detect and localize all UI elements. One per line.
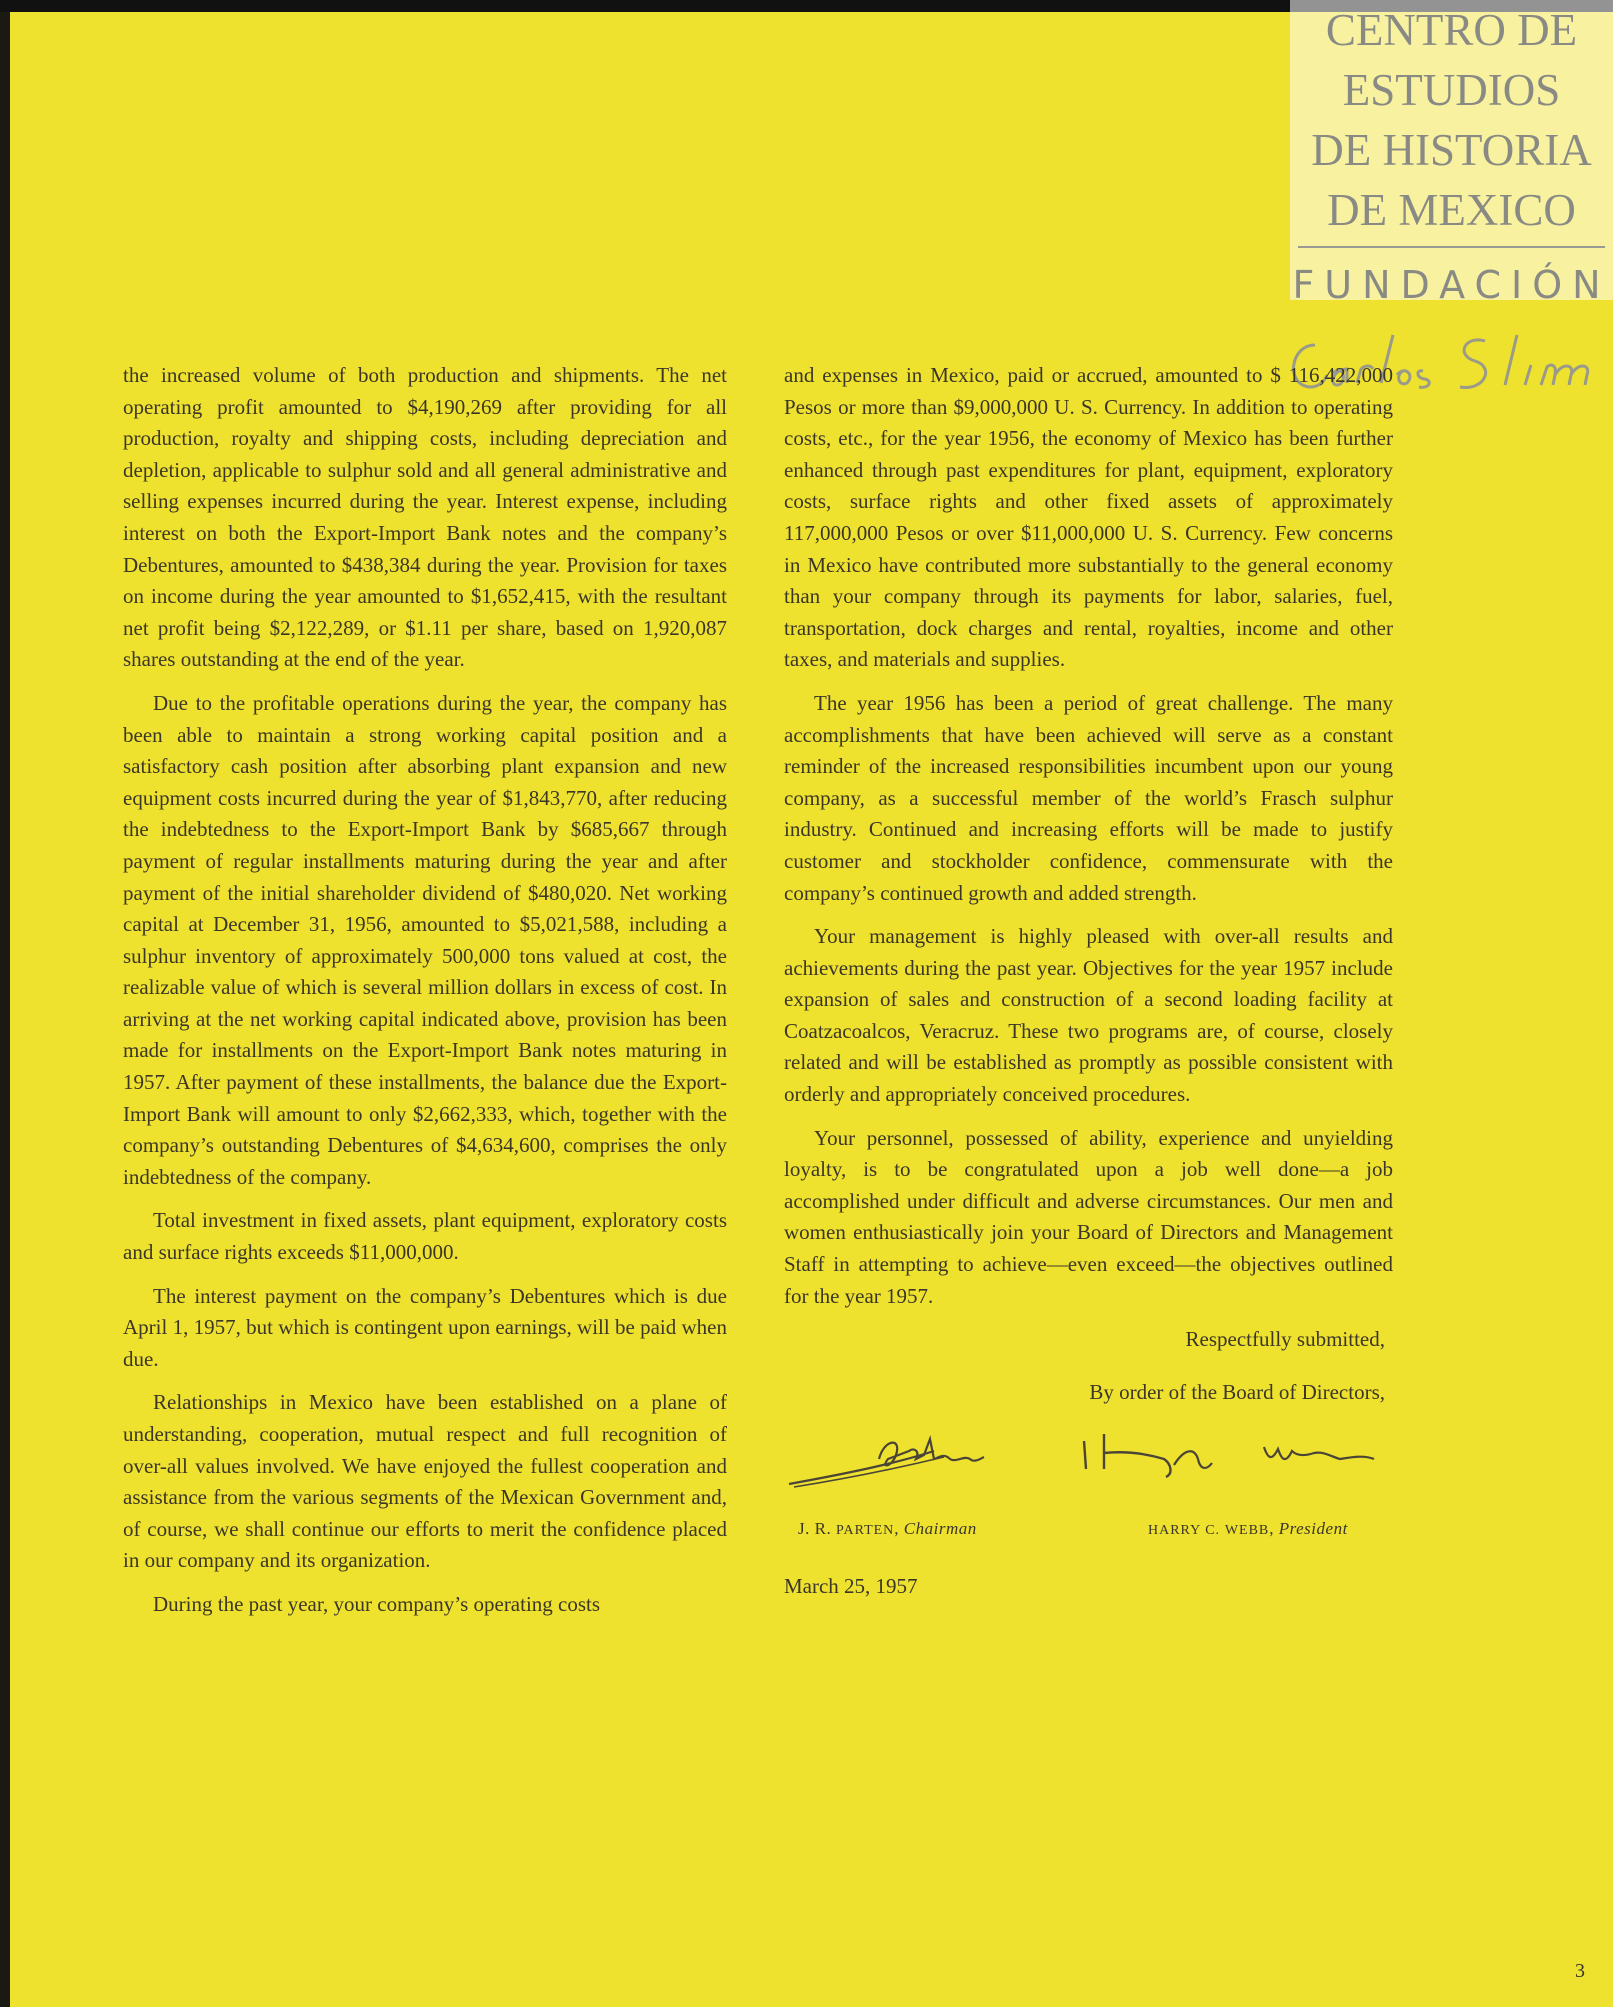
signatory-title: Chairman bbox=[903, 1519, 977, 1539]
archive-watermark bbox=[1290, 0, 1613, 307]
watermark-line: DE HISTORIA bbox=[1311, 125, 1592, 175]
signature-parten bbox=[784, 1429, 1044, 1499]
closing-block bbox=[784, 1324, 1393, 1408]
watermark-line: DE MEXICO bbox=[1327, 185, 1576, 235]
body-paragraph: Your personnel, possessed of ability, experience and unyielding loyalty, is to be congratulated upon a job well done—a job accomplished under difficult and adverse circumstances. Our men and women enthusiastically join your Board of Directors and Management Staff in attempting to achieve—even exceed—the objectives outlined for the year 1957. bbox=[784, 1125, 1393, 1308]
document-date: March 25, 1957 bbox=[784, 1574, 918, 1599]
signature-webb bbox=[1074, 1429, 1394, 1499]
signatory-surname: WEBB bbox=[1224, 1523, 1270, 1539]
body-paragraph: Your management is highly pleased with over-all results and achievements during the past year. Objectives for the year 1957 include expansion of sales and construction of a second loading facility at Coatzacoalcos, Veracruz. These two programs are, of course, closely related and will be established as promptly as possible consistent with orderly and appropriately conceived procedures. bbox=[784, 924, 1393, 1107]
watermark-line: ESTUDIOS bbox=[1342, 65, 1561, 115]
watermark-foundation: FUNDACIÓN bbox=[1292, 263, 1611, 307]
signatory-parten: J. R. PARTEN, Chairman bbox=[798, 1519, 977, 1539]
body-paragraph: Due to the profitable operations during the year, the company has been able to maintain a strong working capital position and a satisfactory cash position after absorbing plant expansion and new equipment costs incurred during the year of $1,843,770, after reducing the indebtedness to the Export-Import Bank by $685,667 through payment of regular installments maturing during the year and after payment of the initial shareholder dividend of $480,020. Net working capital at December 31, 1956, amounted to $5,021,588, including a sulphur inventory of approximately 500,000 tons valued at cost, the realizable value of which is several million dollars in excess of cost. In arriving at the net working capital indicated above, provision has been made for installments on the Export-Import Bank notes maturing in 1957. After payment of these installments, the balance due the Export-Import Bank will amount to only $2,662,333, which, together with the company’s outstanding Debentures of $4,634,600, comprises the only indebtedness of the company. bbox=[123, 690, 727, 1189]
body-paragraph: and expenses in Mexico, paid or accrued, amounted to $ 116,422,000 Pesos or more than $9,000,000 U. S. Currency. In addition to operating costs, etc., for the year 1956, the economy of Mexico has been further enhanced through past expenditures for plant, equipment, exploratory costs, surface rights and other fixed assets of approximately 117,000,000 Pesos or over $11,000,000 U. S. Currency. Few concerns in Mexico have contributed more substantially to the general economy than your company through its payments for labor, salaries, fuel, transportation, dock charges and rental, royalties, income and other taxes, and materials and supplies. bbox=[784, 363, 1393, 672]
left-column bbox=[123, 360, 727, 1633]
signatory-surname: PARTEN bbox=[835, 1523, 895, 1539]
signatory-webb: HARRY C. WEBB, President bbox=[1148, 1519, 1348, 1539]
signatory-initials: HARRY C. bbox=[1148, 1523, 1221, 1539]
watermark-line: CENTRO DE bbox=[1325, 5, 1578, 55]
body-paragraph: The year 1956 has been a period of great challenge. The many accomplishments that have been achieved will serve as a constant reminder of the increased responsibilities incumbent upon our young company, as a successful member of the world’s Frasch sulphur industry. Continued and increasing efforts will be made to justify customer and stockholder confidence, commensurate with the company’s continued growth and added strength. bbox=[784, 690, 1393, 905]
signatory-title: President bbox=[1278, 1519, 1348, 1539]
signature-row bbox=[784, 1429, 1393, 1549]
page-number: 3 bbox=[1575, 1960, 1585, 1982]
body-paragraph: Relationships in Mexico have been established on a plane of understanding, cooperation, mutual respect and full recognition of over-all values involved. We have enjoyed the fullest cooperation and assistance from the various segments of the Mexican Government and, of course, we shall continue our efforts to merit the confidence placed in our company and its organization. bbox=[123, 1390, 727, 1573]
watermark-divider bbox=[1298, 246, 1605, 248]
body-paragraph: The interest payment on the company’s Debentures which is due April 1, 1957, but which is contingent upon earnings, will be paid when due. bbox=[123, 1283, 727, 1371]
body-paragraph: Total investment in fixed assets, plant equipment, exploratory costs and surface rights exceeds $11,000,000. bbox=[123, 1208, 727, 1265]
signatory-initials: J. R. bbox=[798, 1519, 832, 1539]
closing-respectfully: Respectfully submitted, bbox=[1185, 1327, 1385, 1352]
right-column bbox=[784, 360, 1393, 1603]
body-paragraph: During the past year, your company’s operating costs bbox=[153, 1591, 601, 1616]
closing-by-order: By order of the Board of Directors, bbox=[1089, 1379, 1385, 1404]
body-paragraph: the increased volume of both production and shipments. The net operating profit amounted to $4,190,269 after providing for all production, royalty and shipping costs, including depreciation and depletion, applicable to sulphur sold and all general administrative and selling expenses incurred during the year. Interest expense, including interest on both the Export-Import Bank notes and the company’s Debentures, amounted to $438,384 during the year. Provision for taxes on income during the year amounted to $1,652,415, with the resultant net profit being $2,122,289, or $1.11 per share, based on 1,920,087 shares outstanding at the end of the year. bbox=[123, 363, 727, 672]
